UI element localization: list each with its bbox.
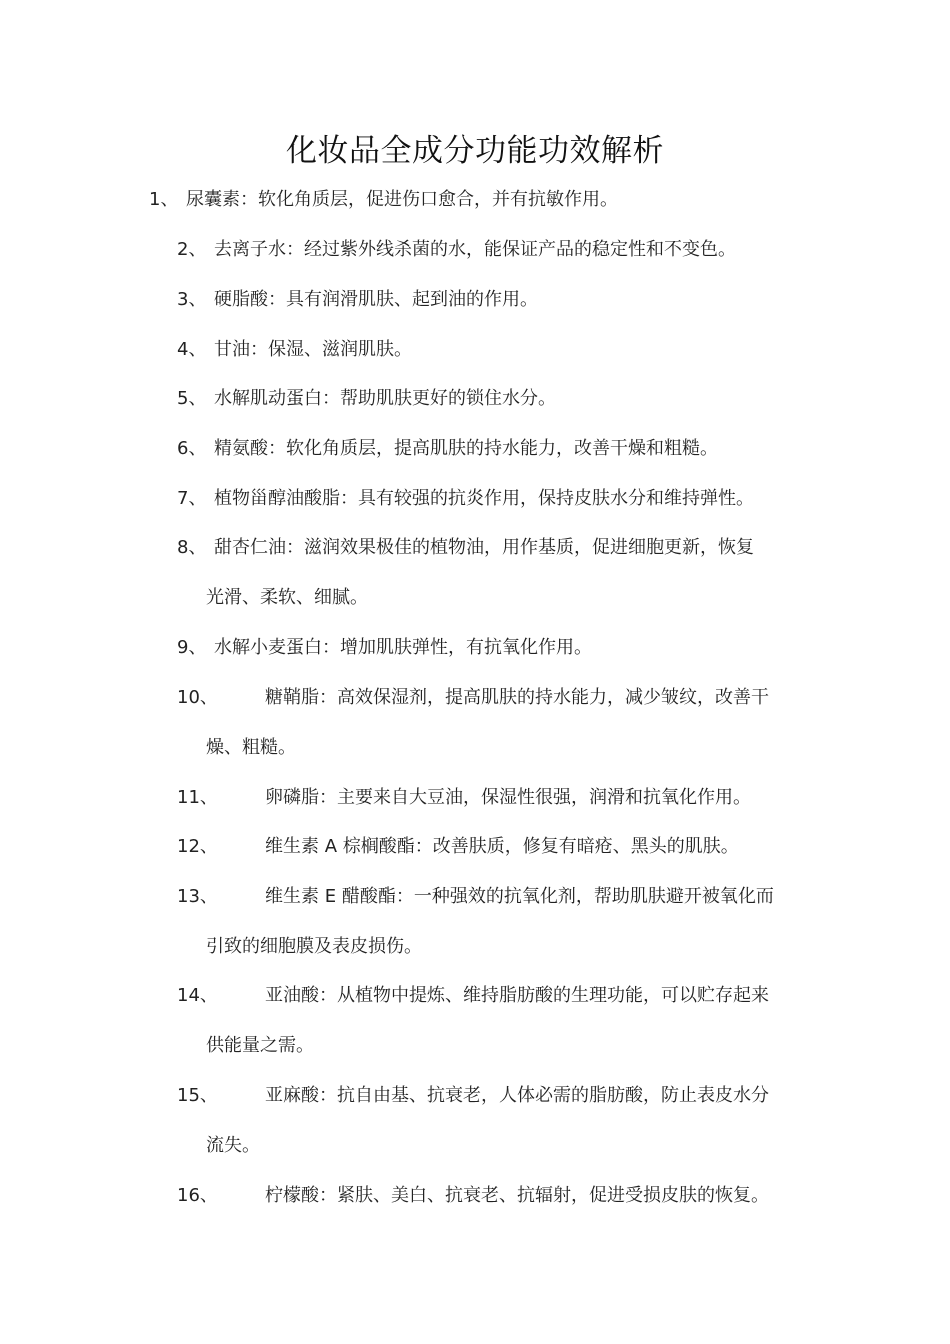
item-text: 亚油酸：从植物中提炼、维持脂肪酸的生理功能，可以贮存起来 xyxy=(265,985,769,1006)
item-text: 水解肌动蛋白：帮助肌肤更好的锁住水分。 xyxy=(214,388,556,409)
item-text: 水解小麦蛋白：增加肌肤弹性，有抗氧化作用。 xyxy=(214,637,592,658)
item-text: 卵磷脂：主要来自大豆油，保湿性很强，润滑和抗氧化作用。 xyxy=(265,787,751,808)
item-continuation: 光滑、柔软、细腻。 xyxy=(206,587,368,608)
item-continuation: 供能量之需。 xyxy=(206,1035,314,1056)
item-number: 3、 xyxy=(177,289,207,310)
item-continuation: 燥、粗糙。 xyxy=(206,737,296,758)
item-text: 去离子水：经过紫外线杀菌的水，能保证产品的稳定性和不变色。 xyxy=(214,239,736,260)
item-number: 16、 xyxy=(177,1185,218,1206)
item-text: 硬脂酸：具有润滑肌肤、起到油的作用。 xyxy=(214,289,538,310)
item-number: 4、 xyxy=(177,339,207,360)
item-text: 维生素 E 醋酸酯：一种强效的抗氧化剂，帮助肌肤避开被氧化而 xyxy=(265,886,774,907)
item-number: 12、 xyxy=(177,836,218,857)
item-number: 9、 xyxy=(177,637,207,658)
item-number: 2、 xyxy=(177,239,207,260)
item-text: 精氨酸：软化角质层，提高肌肤的持水能力，改善干燥和粗糙。 xyxy=(214,438,718,459)
item-number: 6、 xyxy=(177,438,207,459)
item-number: 14、 xyxy=(177,985,218,1006)
item-text: 甘油：保湿、滋润肌肤。 xyxy=(214,339,412,360)
item-number: 13、 xyxy=(177,886,218,907)
item-number: 7、 xyxy=(177,488,207,509)
item-text: 糖鞘脂：高效保湿剂，提高肌肤的持水能力，减少皱纹，改善干 xyxy=(265,687,769,708)
page-title: 化妆品全成分功能功效解析 xyxy=(286,133,664,169)
item-text: 甜杏仁油：滋润效果极佳的植物油，用作基质，促进细胞更新，恢复 xyxy=(214,537,754,558)
item-number: 8、 xyxy=(177,537,207,558)
item-text: 维生素 A 棕榈酸酯：改善肤质，修复有暗疮、黑头的肌肤。 xyxy=(265,836,739,857)
item-number: 5、 xyxy=(177,388,207,409)
item-text: 尿囊素：软化角质层，促进伤口愈合，并有抗敏作用。 xyxy=(186,189,618,210)
item-continuation: 引致的细胞膜及表皮损伤。 xyxy=(206,936,422,957)
item-number: 15、 xyxy=(177,1085,218,1106)
item-number: 10、 xyxy=(177,687,218,708)
item-text: 亚麻酸：抗自由基、抗衰老，人体必需的脂肪酸，防止表皮水分 xyxy=(265,1085,769,1106)
item-continuation: 流失。 xyxy=(206,1135,260,1156)
item-text: 柠檬酸：紧肤、美白、抗衰老、抗辐射，促进受损皮肤的恢复。 xyxy=(265,1185,769,1206)
item-number: 11、 xyxy=(177,787,218,808)
item-text: 植物甾醇油酸脂：具有较强的抗炎作用，保持皮肤水分和维持弹性。 xyxy=(214,488,754,509)
item-number: 1、 xyxy=(149,189,179,210)
